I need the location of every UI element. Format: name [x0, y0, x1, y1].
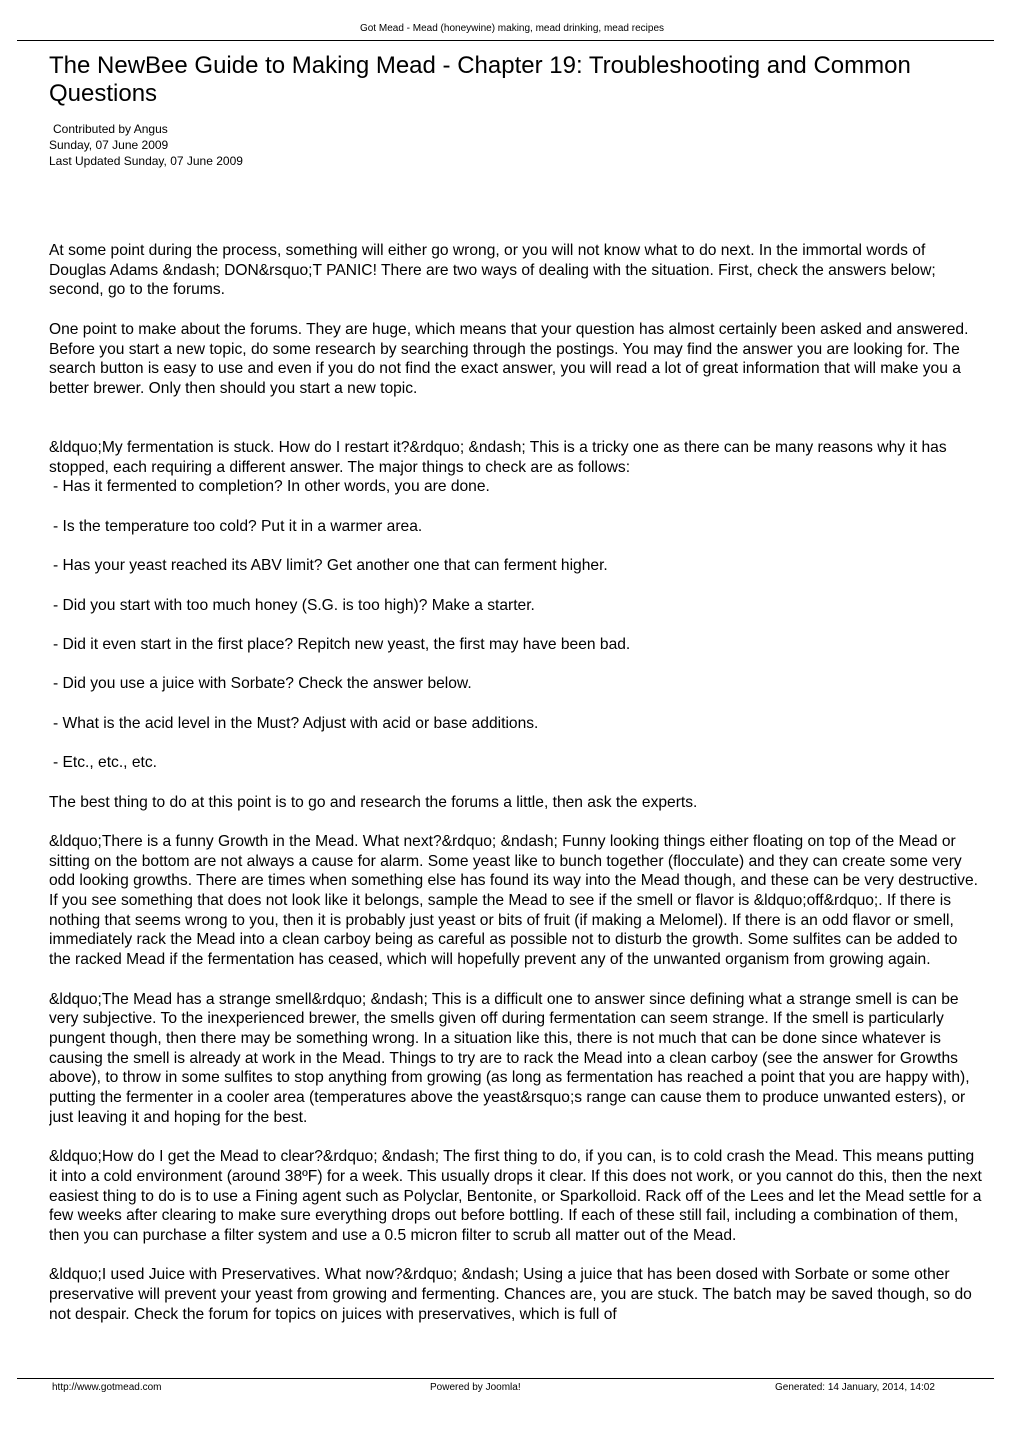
header-rule: [17, 40, 994, 41]
article-title: The NewBee Guide to Making Mead - Chapter 19: Troubleshooting and Common Questions: [49, 52, 911, 107]
list-item: - Did it even start in the first place? Repitch new yeast, the first may have been bad.: [53, 635, 631, 653]
list-item: - What is the acid level in the Must? Adjust with acid or base additions.: [53, 714, 539, 732]
list-item: - Is the temperature too cold? Put it in a warmer area.: [53, 517, 423, 535]
clearing-question: &ldquo;How do I get the Mead to clear?&rdquo; &ndash; The first thing to do, if you can, is to cold crash the Mead. This means putting it into a cold environment (around 38ºF) for a week. This usually drops it clear. If this does not work, or you cannot do this, then the next easiest thing to do is to use a Fining agent such as Polyclar, Bentonite, or Sparkolloid. Rack off of the Lees and let the Mead settle for a few weeks after clearing to make sure everything drops out before bottling. If each of these still fail, including a combination of them, then you can purchase a filter system and use a 0.5 micron filter to scrub all matter out of the Mead.: [49, 1148, 982, 1244]
contributed-by: Contributed by Angus: [53, 122, 168, 136]
last-updated: Last Updated Sunday, 07 June 2009: [49, 154, 243, 168]
article-body: [49, 241, 983, 1373]
stuck-followup: The best thing to do at this point is to go and research the forums a little, then ask the experts.: [49, 793, 698, 811]
article-meta: [49, 121, 243, 169]
footer-url: http://www.gotmead.com: [52, 1382, 162, 1393]
page-header: Got Mead - Mead (honeywine) making, mead drinking, mead recipes: [359, 23, 665, 34]
intro-paragraph-1: At some point during the process, something will either go wrong, or you will not know what to do next. In the immortal words of Douglas Adams &ndash; DON&rsquo;T PANIC! There are two ways of dealing with the situation. First, check the answers below; second, go to the forums.: [49, 242, 936, 299]
smell-question: &ldquo;The Mead has a strange smell&rdquo; &ndash; This is a difficult one to answer since defining what a strange smell is can be very subjective. To the inexperienced brewer, the smells given off during fermentation can seem strange. If the smell is particularly pungent though, then there may be something wrong. In a situation like this, there is not much that can be done since whatever is causing the smell is already at work in the Mead. Things to try are to rack the Mead into a clean carboy (see the answer for Growths above), to throw in some sulfites to stop anything from growing (as long as fermentation has reached a point that you are happy with), putting the fermenter in a cooler area (temperatures above the yeast&rsquo;s range can cause them to produce unwanted esters), or just leaving it and hoping for the best.: [49, 990, 970, 1126]
footer-powered-by: Powered by Joomla!: [430, 1382, 521, 1393]
intro-paragraph-2: One point to make about the forums. They are huge, which means that your question has almost certainly been asked and answered. Before you start a new topic, do some research by searching through the postings. You may find the answer you are looking for. The search button is easy to use and even if you do not find the exact answer, you will read a lot of great information that will make you a better brewer. Only then should you start a new topic.: [49, 320, 969, 397]
page-footer: [0, 1381, 1024, 1395]
stuck-fermentation-question: &ldquo;My fermentation is stuck. How do I restart it?&rdquo; &ndash; This is a tricky one as there can be many reasons why it has stopped, each requiring a different answer. The major things to check are as follows:: [49, 439, 947, 476]
footer-rule: [17, 1378, 994, 1379]
list-item: - Etc., etc., etc.: [53, 754, 157, 772]
growth-question: &ldquo;There is a funny Growth in the Mead. What next?&rdquo; &ndash; Funny looking things either floating on top of the Mead or sitting on the bottom are not always a cause for alarm. Some yeast like to bunch together (flocculate) and they can create some very odd looking growths. There are times when something else has found its way into the Mead though, and these can be very destructive. If you see something that does not look like it belongs, sample the Mead to see if the smell or flavor is &ldquo;off&rdquo;. If there is nothing that seems wrong to you, then it is probably just yeast or bits of fruit (if making a Melomel). If there is an odd flavor or smell, immediately rack the Mead into a clean carboy being as careful as possible not to disturb the growth. Some sulfites can be added to the racked Mead if the fermentation has ceased, which will hopefully prevent any of the unwanted organism from growing again.: [49, 832, 978, 969]
footer-generated: Generated: 14 January, 2014, 14:02: [775, 1382, 935, 1393]
list-item: - Did you use a juice with Sorbate? Check the answer below.: [53, 675, 472, 693]
list-item: - Has it fermented to completion? In other words, you are done.: [53, 478, 490, 496]
stuck-checklist: [49, 477, 983, 772]
list-item: - Did you start with too much honey (S.G. is too high)? Make a starter.: [53, 596, 535, 614]
article-date: Sunday, 07 June 2009: [49, 138, 169, 152]
list-item: - Has your yeast reached its ABV limit? Get another one that can ferment higher.: [53, 557, 608, 575]
preservatives-question: &ldquo;I used Juice with Preservatives. What now?&rdquo; &ndash; Using a juice that has been dosed with Sorbate or some other preservative will prevent your yeast from growing and fermenting. Chances are, you are stuck. The batch may be saved though, so do not despair. Check the forum for topics on juices with preservatives, which is full of: [49, 1266, 972, 1323]
